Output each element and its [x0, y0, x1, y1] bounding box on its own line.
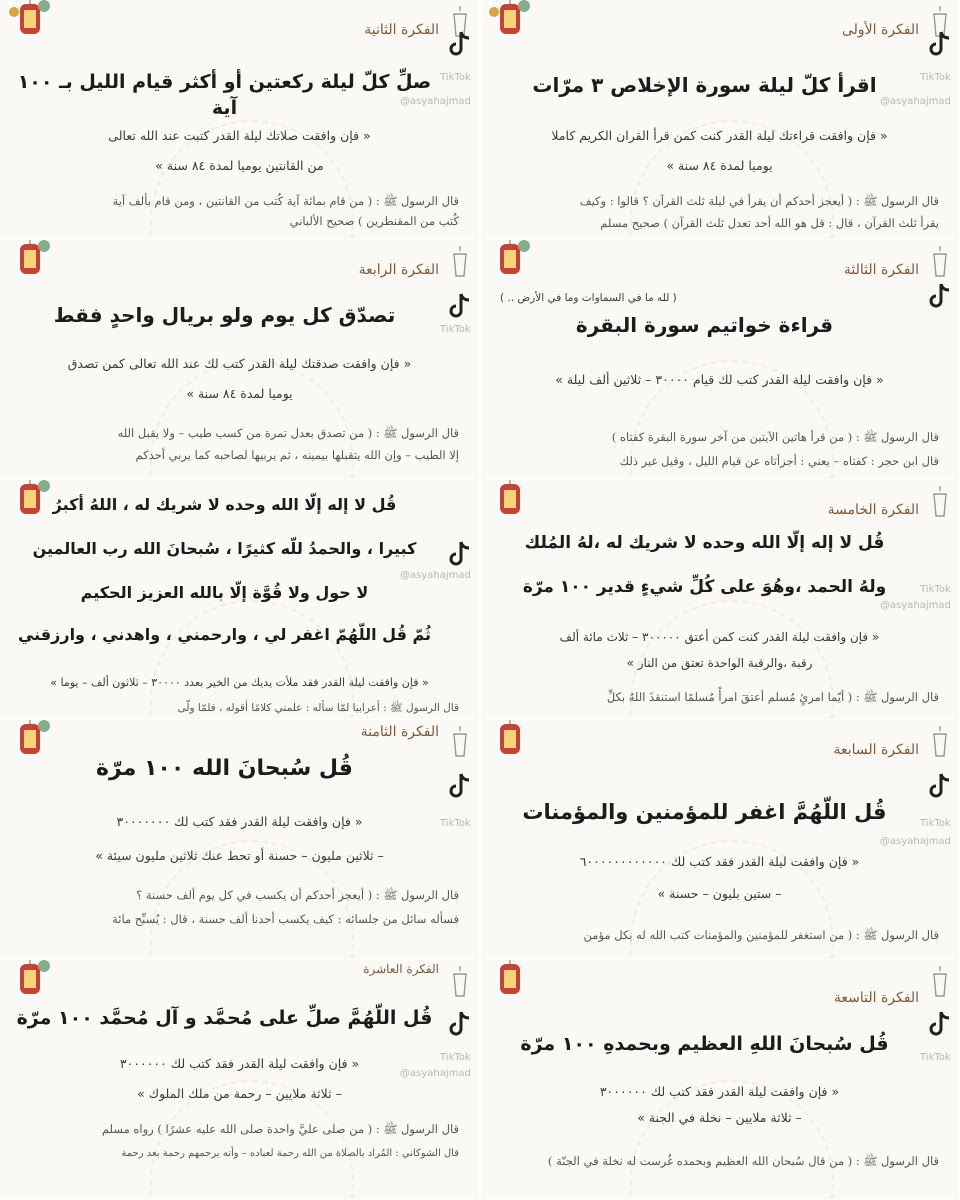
lantern-decoration-icon	[484, 240, 536, 298]
tiktok-logo-icon	[446, 30, 472, 60]
idea-label: الفكرة الثالثة	[843, 262, 919, 278]
tiktok-username: @asyahajmad	[880, 96, 951, 107]
idea-headline: قراءة خواتيم سورة البقرة	[575, 313, 834, 337]
reward-line-1: « فإن وافقت ليلة القدر كنت كمن أعتق ٣٠٠٠٠٠ – ثلاث مائة ألف	[559, 630, 880, 644]
tiktok-watermark	[446, 30, 472, 64]
idea-card-eighth	[0, 720, 480, 960]
lantern-decoration-icon	[484, 0, 536, 58]
lantern-outline-icon	[929, 966, 951, 1000]
reward-line-2: من القانتين يوميا لمدة ٨٤ سنة »	[155, 158, 324, 173]
idea-headline: اقرأ كلّ ليلة سورة الإخلاص ٣ مرّات	[532, 73, 877, 97]
idea-label: الفكرة السابعة	[833, 742, 919, 758]
idea-card-first	[480, 0, 960, 240]
lantern-outline-icon	[929, 726, 951, 760]
tiktok-watermark	[926, 30, 952, 64]
tiktok-brand-text: TikTok	[920, 584, 951, 595]
tiktok-brand-text: TikTok	[920, 1052, 951, 1063]
tiktok-username: @asyahajmad	[400, 1068, 471, 1079]
tiktok-username: @asyahajmad	[880, 600, 951, 611]
tiktok-brand-text: TikTok	[920, 72, 951, 83]
reward-line-1: « فإن وافقت ليلة القدر فقد كتب لك ٦٠٠٠٠٠٠٠٠٠٠٠٠	[579, 854, 860, 869]
hadith-line-2: يقرأ ثلث القرآن ، قال : قل هو الله أحد تعدل ثلث القرآن ) صحيح مسلم	[600, 216, 939, 230]
idea-label: الفكرة الخامسة	[827, 502, 919, 518]
idea-card-third	[480, 240, 960, 480]
tiktok-watermark	[926, 772, 952, 806]
tiktok-username: @asyahajmad	[400, 96, 471, 107]
lantern-decoration-icon	[484, 720, 536, 778]
hadith-line-2: قال ابن حجر : كفتاه – يعني : أجزأتاه عن قيام الليل ، وقيل غير ذلك	[619, 454, 939, 468]
reward-line-2: – ثلاثين مليون – حسنة أو تحط عنك ثلاثين مليون سيئة »	[95, 848, 384, 863]
column-divider	[479, 0, 481, 1200]
hadith-line-1: قال الرسول ﷺ : أعرابيا لمّا سأله : علمني كلامًا أقوله ، فلمّا ولّى	[177, 702, 459, 714]
reward-line-2: – ثلاثة ملايين – رحمة من ملك الملوك »	[137, 1086, 342, 1101]
tiktok-username: @asyahajmad	[400, 570, 471, 581]
dhikr-line-1: قُل لا إله إلّا الله وحده لا شريك له ، اللهُ أكبرُ	[52, 495, 397, 514]
hadith-line-1: قال الرسول ﷺ : ( من قرأ هاتين الآيتين من آخر سورة البقرة كفتاه )	[611, 430, 939, 444]
tiktok-brand-text: TikTok	[440, 1052, 471, 1063]
dhikr-line-2: كبيرا ، والحمدُ للّه كثيرًا ، سُبحانَ الله رب العالمين	[32, 539, 417, 558]
tiktok-logo-icon	[926, 772, 952, 802]
lantern-decoration-icon	[4, 0, 56, 58]
hadith-line-1: قال الرسول ﷺ : ( من قال سُبحان الله العظيم وبحمده غُرست له نخلة في الجنّة )	[547, 1154, 939, 1168]
tiktok-watermark	[926, 282, 952, 316]
hadith-line-1: قال الرسول ﷺ : ( أيعجز أحدكم أن يقرأ في ليلة ثلث القرآن ؟ قالوا : وكيف	[579, 194, 939, 208]
hadith-line-1: قال الرسول ﷺ : ( من صلى عليَّ واحدة صلى الله عليه عشرًا ) رواه مسلم	[101, 1122, 459, 1136]
idea-label: الفكرة العاشرة	[363, 962, 439, 976]
tiktok-logo-icon	[446, 1010, 472, 1040]
lantern-outline-icon	[449, 966, 471, 1000]
idea-card-sixth	[0, 480, 480, 720]
tiktok-watermark	[926, 1010, 952, 1044]
tiktok-watermark	[446, 772, 472, 806]
idea-headline: صلِّ كلّ ليلة ركعتين أو أكثر قيام الليل بـ ١٠٠ آية	[17, 71, 432, 119]
hadith-line-2: كُتب من المقنطرين ) صحيح الألباني	[289, 214, 459, 228]
reward-line-2: – ثلاثة ملايين – نخلة في الجنة »	[637, 1110, 802, 1125]
tiktok-brand-text: TikTok	[440, 72, 471, 83]
tiktok-username: @asyahajmad	[880, 836, 951, 847]
reward-line-1: « فإن وافقت قراءتك ليلة القدر كنت كمن قرأ القران الكريم كاملا	[551, 128, 888, 143]
lantern-outline-icon	[929, 246, 951, 280]
hadith-line-1: قال الرسول ﷺ : ( أيّما امرئٍ مُسلم أعتقَ امرأً مُسلمًا استنقذَ اللهُ بكلِّ	[606, 690, 939, 704]
idea-headline: قُل سُبحانَ الله ١٠٠ مرّة	[96, 756, 353, 781]
tiktok-brand-text: TikTok	[440, 818, 471, 829]
lantern-decoration-icon	[4, 240, 56, 298]
idea-card-tenth	[0, 960, 480, 1200]
tiktok-logo-icon	[926, 282, 952, 312]
tiktok-logo-icon	[446, 540, 472, 570]
idea-headline: قُل اللّهُمَّ اغفر للمؤمنين والمؤمنات	[522, 800, 887, 824]
reward-line-1: « فإن وافقت صدقتك ليلة القدر كتب لك عند الله تعالى كمن تصدق	[67, 356, 412, 371]
hadith-line-2: فسأله سائل من جلسائه : كيف يكسب أحدنا ألف حسنة ، قال : يُسبِّح مائة	[112, 912, 459, 926]
dhikr-line-2: ولهُ الحمد ،وهُوَ على كُلِّ شيءٍ قدير ١٠٠ مرّة	[522, 577, 887, 597]
idea-label: الفكرة الرابعة	[358, 262, 439, 278]
tiktok-logo-icon	[926, 1010, 952, 1040]
tiktok-watermark	[446, 540, 472, 574]
hadith-line-1: قال الرسول ﷺ : ( أيعجز أحدكم أن يكسب في كل يوم ألف حسنة ؟	[136, 888, 459, 902]
reward-line-2: يوميا لمدة ٨٤ سنة »	[666, 158, 773, 173]
reward-line-1: « فإن وافقت ليلة القدر فقد كتب لك ٣٠٠٠٠٠٠	[599, 1084, 840, 1099]
hadith-line-1: قال الرسول ﷺ : ( من تصدق بعدل تمرة من كسب طيب – ولا يقبل الله	[117, 426, 459, 440]
reward-line-1: « فإن وافقت ليلة القدر فقد ملأت يديك من الخير بعدد ٣٠٠٠٠ – ثلاثون ألف – يوما »	[50, 676, 429, 689]
lantern-outline-icon	[449, 726, 471, 760]
hadith-line-2: قال الشوكاني : المُراد بالصلاة من الله رحمة لعباده – وأنه يرحمهم رحمة بعد رحمة	[121, 1148, 459, 1159]
hadith-line-1: قال الرسول ﷺ : ( من قام بمائة آية كُتب من القانتين ، ومن قام بألف آية	[112, 194, 459, 208]
dhikr-line-1: قُل لا إله إلّا الله وحده لا شريك له ،لهُ المُلك	[524, 533, 885, 553]
tiktok-logo-icon	[446, 772, 472, 802]
hadith-line-1: قال الرسول ﷺ : ( من استغفر للمؤمنين والمؤمنات كتب الله له بكل مؤمن	[583, 928, 939, 942]
dhikr-line-4: ثُمّ قُل اللّهُمّ اغفر لي ، وارحمني ، واهدني ، وارزقني	[17, 625, 432, 644]
idea-card-fourth	[0, 240, 480, 480]
idea-card-second	[0, 0, 480, 240]
reward-line-1: « فإن وافقت ليلة القدر فقد كتب لك ٣٠٠٠٠٠٠	[119, 1056, 360, 1071]
lantern-outline-icon	[929, 486, 951, 520]
idea-label: الفكرة الثانية	[364, 22, 439, 38]
tiktok-watermark	[446, 1010, 472, 1044]
lantern-outline-icon	[449, 246, 471, 280]
tiktok-watermark	[446, 292, 472, 326]
idea-label: الفكرة التاسعة	[833, 990, 919, 1006]
idea-label: الفكرة الأولى	[841, 22, 919, 38]
idea-headline: قُل سُبحانَ اللهِ العظيم وبحمدهِ ١٠٠ مرّة	[520, 1033, 889, 1055]
dhikr-line-3: لا حول ولا قُوَّة إلّا بالله العزيز الحكيم	[80, 583, 369, 602]
headline-note: ( لله ما في السماوات وما في الأرض .. )	[500, 292, 677, 304]
lantern-decoration-icon	[484, 480, 536, 538]
tiktok-brand-text: TikTok	[440, 324, 471, 335]
reward-line-1: « فإن وافقت صلاتك ليلة القدر كتبت عند الله تعالى	[108, 128, 371, 143]
lantern-decoration-icon	[484, 960, 536, 1018]
tiktok-logo-icon	[926, 30, 952, 60]
hadith-line-2: إلا الطيب – وإن الله يتقبلها بيمينه ، ثم يربيها لصاحبه كما يربي أحدكم	[135, 448, 459, 462]
idea-headline: قُل اللّهُمَّ صلِّ على مُحمَّد و آل مُحمَّد ١٠٠ مرّة	[16, 1007, 433, 1029]
tiktok-brand-text: TikTok	[920, 818, 951, 829]
reward-line-2: رقبة ،والرقبة الواحدة تعتق من النار »	[626, 656, 813, 670]
idea-label: الفكرة الثامنة	[360, 724, 439, 740]
reward-line-1: « فإن وافقت ليلة القدر كتب لك قيام ٣٠٠٠٠ – ثلاثين ألف ليلة »	[555, 372, 884, 387]
reward-line-2: يوميا لمدة ٨٤ سنة »	[186, 386, 293, 401]
reward-line-1: « فإن وافقت ليلة القدر فقد كتب لك ٣٠٠٠٠٠٠٠	[116, 814, 363, 829]
idea-headline: تصدّق كل يوم ولو بريال واحدٍ فقط	[53, 303, 396, 327]
reward-line-2: – ستين بليون – حسنة »	[657, 886, 782, 901]
tiktok-logo-icon	[446, 292, 472, 322]
idea-card-ninth	[480, 960, 960, 1200]
